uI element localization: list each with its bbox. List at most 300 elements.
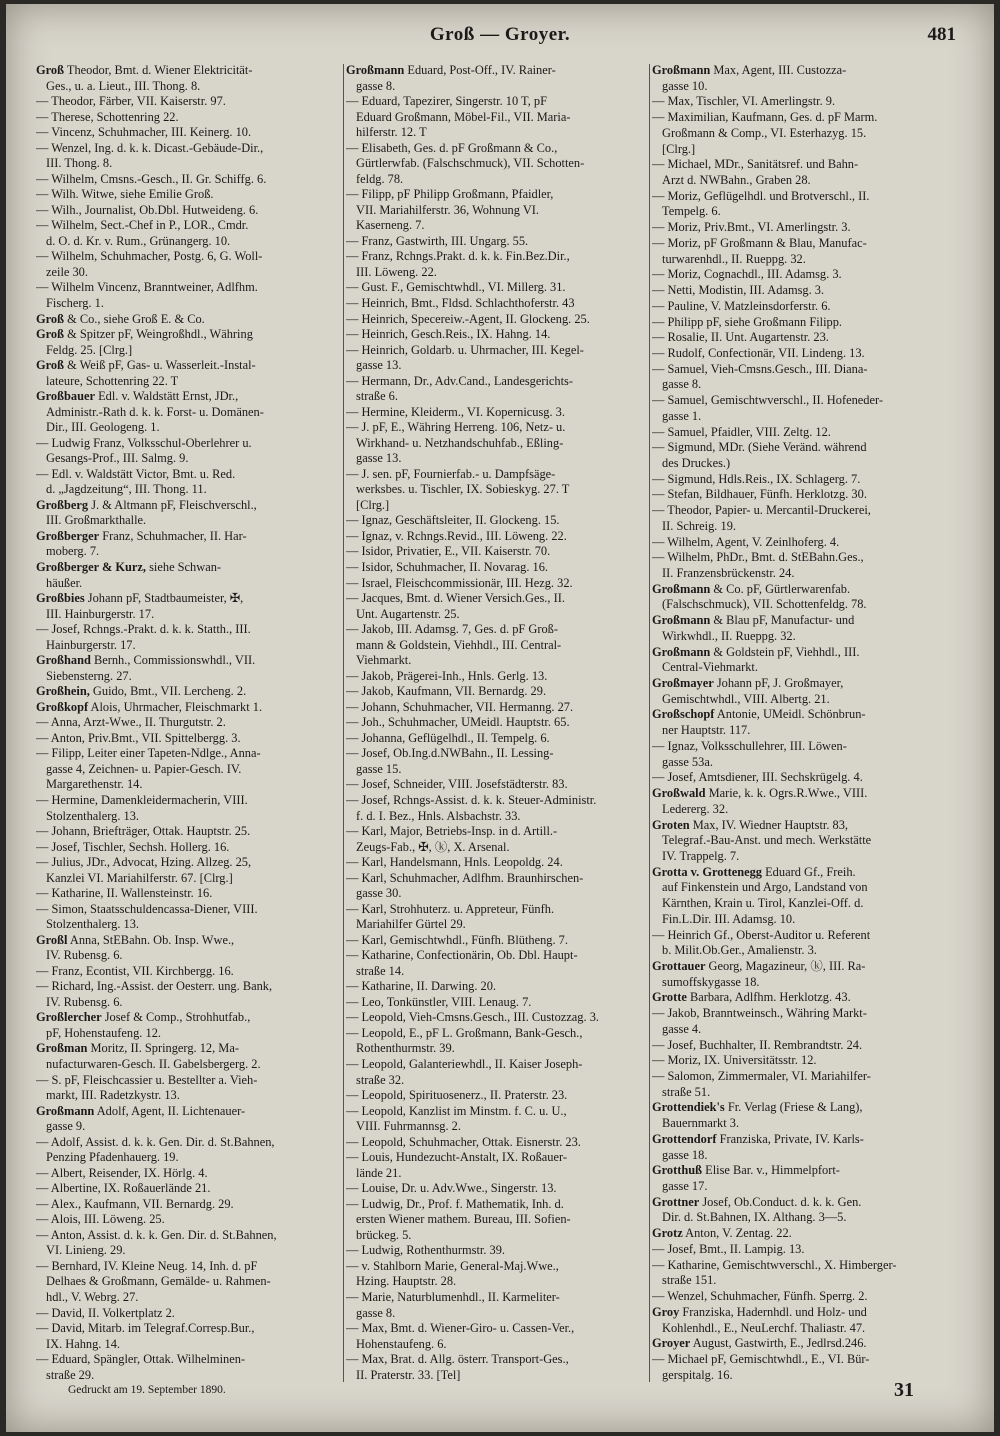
- entry-line: [346, 297, 650, 310]
- entry-line: [346, 1089, 650, 1102]
- entry-line: [36, 1213, 340, 1226]
- entry-text: & Co., siehe Groß E. & Co.: [64, 312, 205, 326]
- entry-line: [346, 545, 650, 558]
- entry-text: — Josef, Rchngs.-Prakt. d. k. k. Statth., III.: [36, 623, 251, 637]
- entry-line: [652, 1322, 956, 1335]
- entry-line: [346, 965, 650, 978]
- entry-line: [36, 514, 340, 527]
- entry-text: — Maximilian, Kaufmann, Ges. d. pF Marm.: [652, 111, 878, 125]
- entry-text: Hohenstaufeng. 6.: [356, 1337, 447, 1351]
- entry-line: [36, 297, 340, 310]
- entry-line: [652, 347, 956, 360]
- entry-text: Delhaes & Großmann, Gemälde- u. Rahmen-: [46, 1275, 271, 1289]
- entry-line: [346, 980, 650, 993]
- entry-line: [652, 426, 956, 439]
- entry-text: — Jakob, Branntweinsch., Währing Markt-: [652, 1007, 867, 1021]
- entry-headline: [652, 1164, 956, 1177]
- entry-line: [346, 281, 650, 294]
- directory-page: [6, 4, 994, 1432]
- entry-text: & Co. pF, Gürtlerwarenfab.: [710, 582, 851, 596]
- entry-line: [652, 174, 956, 187]
- entry-text: — Adolf, Assist. d. k. k. Gen. Dir. d. St.Bahnen,: [36, 1135, 275, 1149]
- entry-line: [346, 95, 650, 108]
- entry-line: [36, 1074, 340, 1087]
- entry-line: [346, 204, 650, 217]
- entry-text: mann & Goldstein, Viehhdl., III. Central-: [356, 638, 562, 652]
- entry-line: [652, 740, 956, 753]
- entry-line: [652, 913, 956, 926]
- entry-text: III. Hainburgerstr. 17.: [46, 607, 155, 621]
- entry-text: — Leopold, Vieh-Cmsns.Gesch., III. Custozzag. 3.: [346, 1011, 599, 1025]
- entry-text: — Hermine, Kleiderm., VI. Kopernicusg. 3.: [346, 405, 565, 419]
- entry-text: — Johann, Schuhmacher, VII. Hermanng. 27.: [346, 700, 574, 714]
- entry-text: Alois, Uhrmacher, Fleischmarkt 1.: [88, 700, 263, 714]
- entry-text: moberg. 7.: [46, 545, 100, 559]
- entry-text: — Franz, Rchngs.Prakt. d. k. k. Fin.Bez.Dir.,: [346, 250, 570, 264]
- entry-headline: [36, 499, 340, 512]
- entry-text: Moritz, II. Springerg. 12, Ma-: [87, 1042, 239, 1056]
- entry-headline: [36, 654, 340, 667]
- entry-text: — Karl, Strohhuterz. u. Appreteur, Fünfh.: [346, 902, 555, 916]
- entry-text: VII. Mariahilferstr. 36, Wohnung VI.: [356, 203, 539, 217]
- entry-line: [36, 1291, 340, 1304]
- entry-text: — Josef, Ob.Ing.d.NWBahn., II. Lessing-: [346, 747, 554, 761]
- entry-text: — Bernhard, IV. Kleine Neug. 14, Inh. d. pF: [36, 1259, 258, 1273]
- entry-line: [346, 996, 650, 1009]
- entry-text: — v. Stahlborn Marie, General-Maj.Wwe.,: [346, 1259, 559, 1273]
- entry-text: — Theodor, Färber, VII. Kaiserstr. 97.: [36, 95, 226, 109]
- entry-line: [346, 328, 650, 341]
- entry-headline: [36, 313, 340, 326]
- surname: Großmann: [36, 1104, 95, 1118]
- entry-text: lateure, Schottenring 22. T: [46, 374, 179, 388]
- entry-line: [652, 127, 956, 140]
- entry-line: [36, 825, 340, 838]
- entry-headline: [652, 1337, 956, 1350]
- entry-line: [346, 856, 650, 869]
- entry-text: Barbara, Adlfhm. Herklotzg. 43.: [686, 991, 851, 1005]
- entry-text: III. Großmarkthalle.: [46, 514, 147, 528]
- entry-text: gasse 15.: [356, 762, 402, 776]
- entry-line: [346, 499, 650, 512]
- entry-line: [36, 670, 340, 683]
- entry-text: häußer.: [46, 576, 83, 590]
- entry-text: — Salomon, Zimmermaler, VI. Mariahilfer-: [652, 1070, 871, 1083]
- entry-text: hdl., V. Webrg. 27.: [46, 1290, 139, 1304]
- entry-line: [346, 514, 650, 527]
- entry-headline: [652, 677, 956, 690]
- entry-text: f. d. I. Bez., Hnls. Alsbachstr. 33.: [356, 809, 521, 823]
- entry-text: Kohlenhdl., E., NeuLerchf. Thaliastr. 47.: [662, 1321, 866, 1335]
- entry-line: [346, 1011, 650, 1024]
- entry-line: [346, 188, 650, 201]
- entry-line: [652, 520, 956, 533]
- entry-text: Dir., III. Geologeng. 1.: [46, 421, 160, 435]
- entry-text: feldg. 78.: [356, 172, 404, 186]
- entry-line: [36, 1353, 340, 1366]
- entry-headline: [652, 819, 956, 832]
- entry-text: — Gust. F., Gemischtwhdl., VI. Millerg. 31.: [346, 281, 566, 295]
- entry-text: — Ludwig, Dr., Prof. f. Mathematik, Inh. d.: [346, 1197, 564, 1211]
- entry-line: [346, 1322, 650, 1335]
- entry-line: [346, 1260, 650, 1273]
- entry-headline: [652, 1196, 956, 1209]
- surname: Großl: [36, 933, 68, 947]
- entry-text: Eduard Gf., Freih.: [762, 865, 856, 879]
- entry-text: Zeugs-Fab., ✠, ⓚ, X. Arsenal.: [356, 840, 510, 854]
- entry-text: — Louis, Hundezucht-Anstalt, IX. Roßauer-: [346, 1151, 568, 1165]
- entry-text: IV. Trappelg. 7.: [662, 849, 740, 863]
- entry-text: & Blau pF, Manufactur- und: [710, 614, 855, 628]
- entry-text: — Katharine, Gemischtwverschl., X. Himberger-: [652, 1258, 897, 1272]
- entry-headline: [36, 1042, 340, 1055]
- entry-text: IV. Rubensg. 6.: [46, 949, 123, 963]
- entry-text: — Wilhelm Vincenz, Branntweiner, Adlfhm.: [36, 281, 258, 295]
- entry-text: gasse 17.: [662, 1180, 708, 1194]
- entry-text: — Sigmund, Hdls.Reis., IX. Schlagerg. 7.: [652, 472, 861, 486]
- surname: Großman: [36, 1042, 88, 1056]
- entry-text: — Isidor, Privatier, E., VII. Kaiserstr. 70.: [346, 545, 551, 559]
- entry-line: [652, 976, 956, 989]
- entry-line: [652, 237, 956, 250]
- entry-line: [346, 1213, 650, 1226]
- entry-line: [346, 778, 650, 791]
- entry-text: Hainburgerstr. 17.: [46, 638, 136, 652]
- entry-text: — Katharine, II. Darwing. 20.: [346, 980, 497, 994]
- entry-line: [652, 1117, 956, 1130]
- entry-text: straße 51.: [662, 1085, 711, 1099]
- surname: Großwald: [652, 787, 706, 801]
- entry-headline: [652, 960, 956, 973]
- entry-headline: [652, 787, 956, 800]
- entry-text: — Rudolf, Confectionär, VII. Lindeng. 13.: [652, 346, 865, 360]
- entry-text: — Alois, III. Löweng. 25.: [36, 1213, 165, 1227]
- entry-text: — Leopold, Spirituosenerz., II. Praterstr. 23.: [346, 1089, 568, 1103]
- entry-line: [652, 457, 956, 470]
- entry-line: [346, 949, 650, 962]
- entry-text: & Spitzer pF, Weingroßhdl., Währing: [64, 328, 253, 342]
- entry-text: Franziska, Private, IV. Karls-: [716, 1132, 864, 1146]
- entry-headline: [36, 64, 340, 77]
- entry-text: — Josef, Tischler, Sechsh. Hollerg. 16.: [36, 840, 230, 854]
- entry-text: — Moriz, pF Großmann & Blau, Manufac-: [652, 236, 867, 250]
- entry-headline: [36, 934, 340, 947]
- entry-text: III. Löweng. 22.: [356, 265, 437, 279]
- entry-text: gasse 18.: [662, 1148, 708, 1162]
- entry-line: [652, 143, 956, 156]
- surname: Grotthuß: [652, 1164, 703, 1178]
- entry-text: — Elisabeth, Ges. d. pF Großmann & Co.,: [346, 141, 558, 155]
- entry-headline: [36, 592, 340, 605]
- entry-text: — Filipp, pF Philipp Großmann, Pfaidler,: [346, 188, 554, 202]
- entry-line: [652, 158, 956, 171]
- entry-line: [36, 157, 340, 170]
- entry-text: Arzt d. NWBahn., Graben 28.: [662, 174, 811, 188]
- entry-text: Franziska, Hadernhdl. und Holz- und: [679, 1305, 867, 1319]
- entry-line: [36, 1027, 340, 1040]
- entry-text: — Ludwig Franz, Volksschul-Oberlehrer u.: [36, 436, 252, 450]
- entry-text: markt, III. Radetzkystr. 13.: [46, 1089, 180, 1103]
- entry-text: straße 29.: [46, 1368, 95, 1382]
- entry-text: gasse 4.: [662, 1022, 702, 1036]
- surname: Großhein,: [36, 685, 90, 699]
- entry-line: [36, 250, 340, 263]
- surname: Großmann: [652, 582, 711, 596]
- entry-line: [36, 732, 340, 745]
- entry-line: [36, 949, 340, 962]
- column-divider: [649, 64, 650, 1382]
- entry-line: [36, 623, 340, 636]
- entry-line: [346, 623, 650, 636]
- entry-text: — Anton, Assist. d. k. k. Gen. Dir. d. St.Bahnen,: [36, 1228, 277, 1242]
- entry-line: [36, 763, 340, 776]
- entry-text: — Ludwig, Rothenthurmstr. 39.: [346, 1244, 506, 1258]
- entry-line: [346, 1136, 650, 1149]
- entry-line: [36, 639, 340, 652]
- entry-text: gasse 4, Zeichnen- u. Papier-Gesch. IV.: [46, 762, 242, 776]
- entry-text: VIII. Fuhrmannsg. 2.: [356, 1120, 461, 1134]
- entry-line: [652, 567, 956, 580]
- entry-line: [346, 266, 650, 279]
- entry-text: — Katharine, II. Wallensteinstr. 16.: [36, 887, 213, 901]
- entry-line: [36, 965, 340, 978]
- entry-text: Theodor, Bmt. d. Wiener Elektricität-: [64, 64, 253, 77]
- entry-text: Stolzenthalerg. 13.: [46, 809, 140, 823]
- entry-line: [36, 126, 340, 139]
- entry-line: [36, 1182, 340, 1195]
- surname: Grottendorf: [652, 1132, 717, 1146]
- entry-text: werksbes. u. Tischler, IX. Sobieskyg. 27. T: [356, 483, 570, 497]
- entry-line: [346, 406, 650, 419]
- entry-line: [36, 810, 340, 823]
- entry-headline: [652, 991, 956, 1004]
- surname: Groyer: [652, 1337, 691, 1351]
- entry-text: — Marie, Naturblumenhdl., II. Karmeliter-: [346, 1290, 560, 1304]
- surname: Grottendiek's: [652, 1101, 725, 1115]
- entry-line: [346, 763, 650, 776]
- entry-text: — Moriz, Cognachdl., III. Adamsg. 3.: [652, 268, 842, 282]
- surname: Großmann: [652, 645, 711, 659]
- entry-text: — Karl, Schuhmacher, Adlfhm. Braunhirschen-: [346, 871, 584, 885]
- entry-text: IV. Rubensg. 6.: [46, 995, 123, 1009]
- entry-text: Max, Agent, III. Custozza-: [710, 64, 847, 77]
- entry-line: [652, 378, 956, 391]
- entry-text: Josef & Comp., Strohhutfab.,: [101, 1011, 251, 1025]
- entry-line: [652, 300, 956, 313]
- entry-text: II. Franzensbrückenstr. 24.: [662, 567, 795, 580]
- entry-text: — Franz, Econtist, VII. Kirchbergg. 16.: [36, 964, 234, 978]
- entry-text: — Albert, Reisender, IX. Hörlg. 4.: [36, 1166, 208, 1180]
- entry-line: [36, 778, 340, 791]
- entry-line: [346, 1182, 650, 1195]
- entry-line: [346, 1027, 650, 1040]
- entry-headline: [652, 1227, 956, 1240]
- entry-line: [36, 204, 340, 217]
- entry-headline: [36, 390, 340, 403]
- entry-text: — Theodor, Papier- u. Mercantil-Druckerei,: [652, 504, 871, 518]
- entry-text: III. Thong. 8.: [46, 157, 113, 171]
- column-3: [652, 64, 956, 1382]
- entry-line: [652, 551, 956, 564]
- entry-text: — Rosalie, II. Unt. Augartenstr. 23.: [652, 331, 829, 345]
- entry-text: — Johanna, Geflügelhdl., II. Tempelg. 6.: [346, 731, 550, 745]
- entry-text: gasse 53a.: [662, 755, 713, 769]
- entry-line: [346, 250, 650, 263]
- entry-text: — Heinrich, Bmt., Fldsd. Schlachthoferstr. 43: [346, 296, 575, 310]
- entry-text: Fischerg. 1.: [46, 296, 104, 310]
- entry-text: — Leopold, E., pF L. Großmann, Bank-Gesch.,: [346, 1026, 583, 1040]
- entry-text: Gemischtwhdl., VIII. Albertg. 21.: [662, 692, 830, 706]
- entry-line: [346, 825, 650, 838]
- entry-text: J. & Altmann pF, Fleischverschl.,: [88, 498, 257, 512]
- page-header: [6, 24, 994, 48]
- entry-text: d. O. d. Kr. v. Rum., Grünangerg. 10.: [46, 234, 231, 248]
- entry-text: straße 32.: [356, 1073, 405, 1087]
- entry-text: — Joh., Schuhmacher, UMeidl. Hauptstr. 65.: [346, 716, 570, 730]
- entry-text: gasse 13.: [356, 452, 402, 466]
- entry-line: [36, 903, 340, 916]
- surname: Groß: [36, 328, 64, 342]
- entry-line: [36, 545, 340, 558]
- entry-line: [346, 375, 650, 388]
- entry-line: [346, 344, 650, 357]
- entry-text: — Ignaz, v. Rchngs.Revid., III. Löweng. 22.: [346, 529, 567, 543]
- entry-text: Telegraf.-Bau-Anst. und mech. Werkstätte: [662, 834, 872, 848]
- entry-line: [36, 375, 340, 388]
- entry-line: [346, 483, 650, 496]
- entry-line: [652, 205, 956, 218]
- entry-line: [36, 1229, 340, 1242]
- entry-text: — Anton, Priv.Bmt., VII. Spittelbergg. 3.: [36, 731, 241, 745]
- entry-line: [36, 887, 340, 900]
- entry-text: II. Praterstr. 33. [Tel]: [356, 1368, 461, 1382]
- entry-line: [36, 235, 340, 248]
- entry-line: [652, 929, 956, 942]
- entry-headline: [36, 701, 340, 714]
- surname: Großberg: [36, 498, 89, 512]
- entry-text: — Louise, Dr. u. Adv.Wwe., Singerstr. 13.: [346, 1182, 557, 1196]
- entry-text: & Weiß pF, Gas- u. Wasserleit.-Instal-: [64, 359, 256, 373]
- entry-text: Dir. d. St.Bahnen, IX. Althang. 3—5.: [662, 1211, 847, 1225]
- entry-text: — Ignaz, Volksschullehrer, III. Löwen-: [652, 739, 847, 753]
- entry-text: gasse 10.: [662, 79, 708, 93]
- entry-text: Gürtlerwfab. (Falschschmuck), VII. Schotten-: [356, 157, 585, 171]
- entry-line: [346, 608, 650, 621]
- surname: Großmann: [652, 64, 711, 77]
- entry-text: IX. Hahng. 14.: [46, 1337, 120, 1351]
- entry-line: [652, 834, 956, 847]
- entry-line: [346, 111, 650, 124]
- entry-text: Hzing. Hauptstr. 28.: [356, 1275, 457, 1289]
- entry-line: [346, 126, 650, 139]
- entry-text: sumoffskygasse 18.: [662, 975, 760, 989]
- surname: Grotte: [652, 991, 687, 1005]
- entry-line: [36, 856, 340, 869]
- entry-text: straße 6.: [356, 390, 398, 404]
- surname: Groten: [652, 818, 690, 832]
- entry-headline: [652, 1306, 956, 1319]
- entry-text: — Heinrich, Goldarb. u. Uhrmacher, III. Kegel-: [346, 343, 584, 357]
- entry-text: Stolzenthalerg. 13.: [46, 918, 140, 932]
- entry-line: [652, 80, 956, 93]
- entry-line: [652, 331, 956, 344]
- entry-text: — Wilhelm, Cmsns.-Gesch., II. Gr. Schiffg. 6.: [36, 172, 267, 186]
- entry-line: [36, 421, 340, 434]
- entry-text: (Falschschmuck), VII. Schottenfeldg. 78.: [662, 598, 867, 612]
- entry-line: [652, 897, 956, 910]
- entry-text: ner Hauptstr. 117.: [662, 724, 751, 738]
- entry-text: — Jacques, Bmt. d. Wiener Versich.Ges., II.: [346, 592, 565, 606]
- entry-text: — Wilhelm, Schuhmacher, Postg. 6, G. Woll-: [36, 250, 263, 264]
- entry-line: [652, 95, 956, 108]
- entry-line: [36, 1058, 340, 1071]
- column-divider: [343, 64, 344, 1382]
- entry-line: [652, 1086, 956, 1099]
- entry-text: — Hermine, Damenkleidermacherin, VIII.: [36, 793, 248, 807]
- entry-text: turwarenhdl., II. Rueppg. 32.: [662, 252, 806, 266]
- entry-line: [36, 1167, 340, 1180]
- entry-line: [652, 253, 956, 266]
- entry-line: [346, 701, 650, 714]
- entry-text: Tempelg. 6.: [662, 205, 721, 219]
- entry-line: [346, 1369, 650, 1382]
- entry-line: [652, 1211, 956, 1224]
- entry-text: — Richard, Ing.-Assist. der Oesterr. ung. Bank,: [36, 980, 273, 994]
- column-2: [346, 64, 650, 1382]
- entry-text: — Wenzel, Schuhmacher, Fünfh. Sperrg. 2.: [652, 1290, 868, 1304]
- entry-text: Rothenthurmstr. 39.: [356, 1042, 455, 1056]
- entry-line: [346, 1074, 650, 1087]
- entry-text: — S. pF, Fleischcassier u. Bestellter a. Vieh-: [36, 1073, 258, 1087]
- entry-text: — Samuel, Gemischtwverschl., II. Hofeneder-: [652, 394, 883, 408]
- entry-line: [36, 1275, 340, 1288]
- entry-text: August, Gastwirth, E., Jedlrsd.246.: [690, 1337, 867, 1351]
- entry-text: des Druckes.): [662, 456, 731, 470]
- entry-line: [36, 406, 340, 419]
- entry-text: — Jakob, Kaufmann, VII. Bernardg. 29.: [346, 685, 547, 699]
- entry-line: [346, 1275, 650, 1288]
- entry-line: [36, 80, 340, 93]
- entry-headline: [652, 583, 956, 596]
- entry-text: Johann pF, J. Großmayer,: [713, 677, 844, 691]
- entry-line: [652, 1070, 956, 1083]
- entry-text: — Heinrich Gf., Oberst-Auditor u. Referent: [652, 928, 871, 942]
- entry-text: [Clrg.]: [662, 142, 696, 156]
- entry-text: — Moriz, Priv.Bmt., VI. Amerlingstr. 3.: [652, 221, 851, 235]
- entry-line: [346, 1338, 650, 1351]
- entry-line: [652, 221, 956, 234]
- entry-text: Viehmarkt.: [356, 654, 412, 668]
- entry-text: — Edl. v. Waldstätt Victor, Bmt. u. Red.: [36, 467, 236, 481]
- entry-line: [652, 190, 956, 203]
- entry-text: Marie, k. k. Ogrs.R.Wwe., VIII.: [705, 787, 868, 801]
- entry-text: — Vincenz, Schuhmacher, III. Keinerg. 10.: [36, 126, 252, 140]
- entry-text: — David, II. Volkertplatz 2.: [36, 1306, 175, 1320]
- entry-line: [346, 732, 650, 745]
- entry-line: [36, 794, 340, 807]
- entry-text: — Wenzel, Ing. d. k. k. Dicast.-Gebäude-Dir.,: [36, 141, 264, 155]
- entry-text: — Wilhelm, PhDr., Bmt. d. StEBahn.Ges.,: [652, 551, 864, 565]
- surname: Groß: [36, 312, 64, 326]
- entry-text: — Josef, Rchngs-Assist. d. k. k. Steuer-Administr.: [346, 793, 597, 807]
- entry-line: [36, 188, 340, 201]
- surname: Großkopf: [36, 700, 89, 714]
- entry-text: Kärnthen, Krain u. Tirol, Kanzlei-Off. d.: [662, 897, 864, 911]
- entry-text: II. Schreig. 19.: [662, 519, 736, 533]
- entry-text: Penzing Pfadenhauerg. 19.: [46, 1151, 179, 1165]
- surname: Großbies: [36, 592, 85, 606]
- entry-line: [652, 394, 956, 407]
